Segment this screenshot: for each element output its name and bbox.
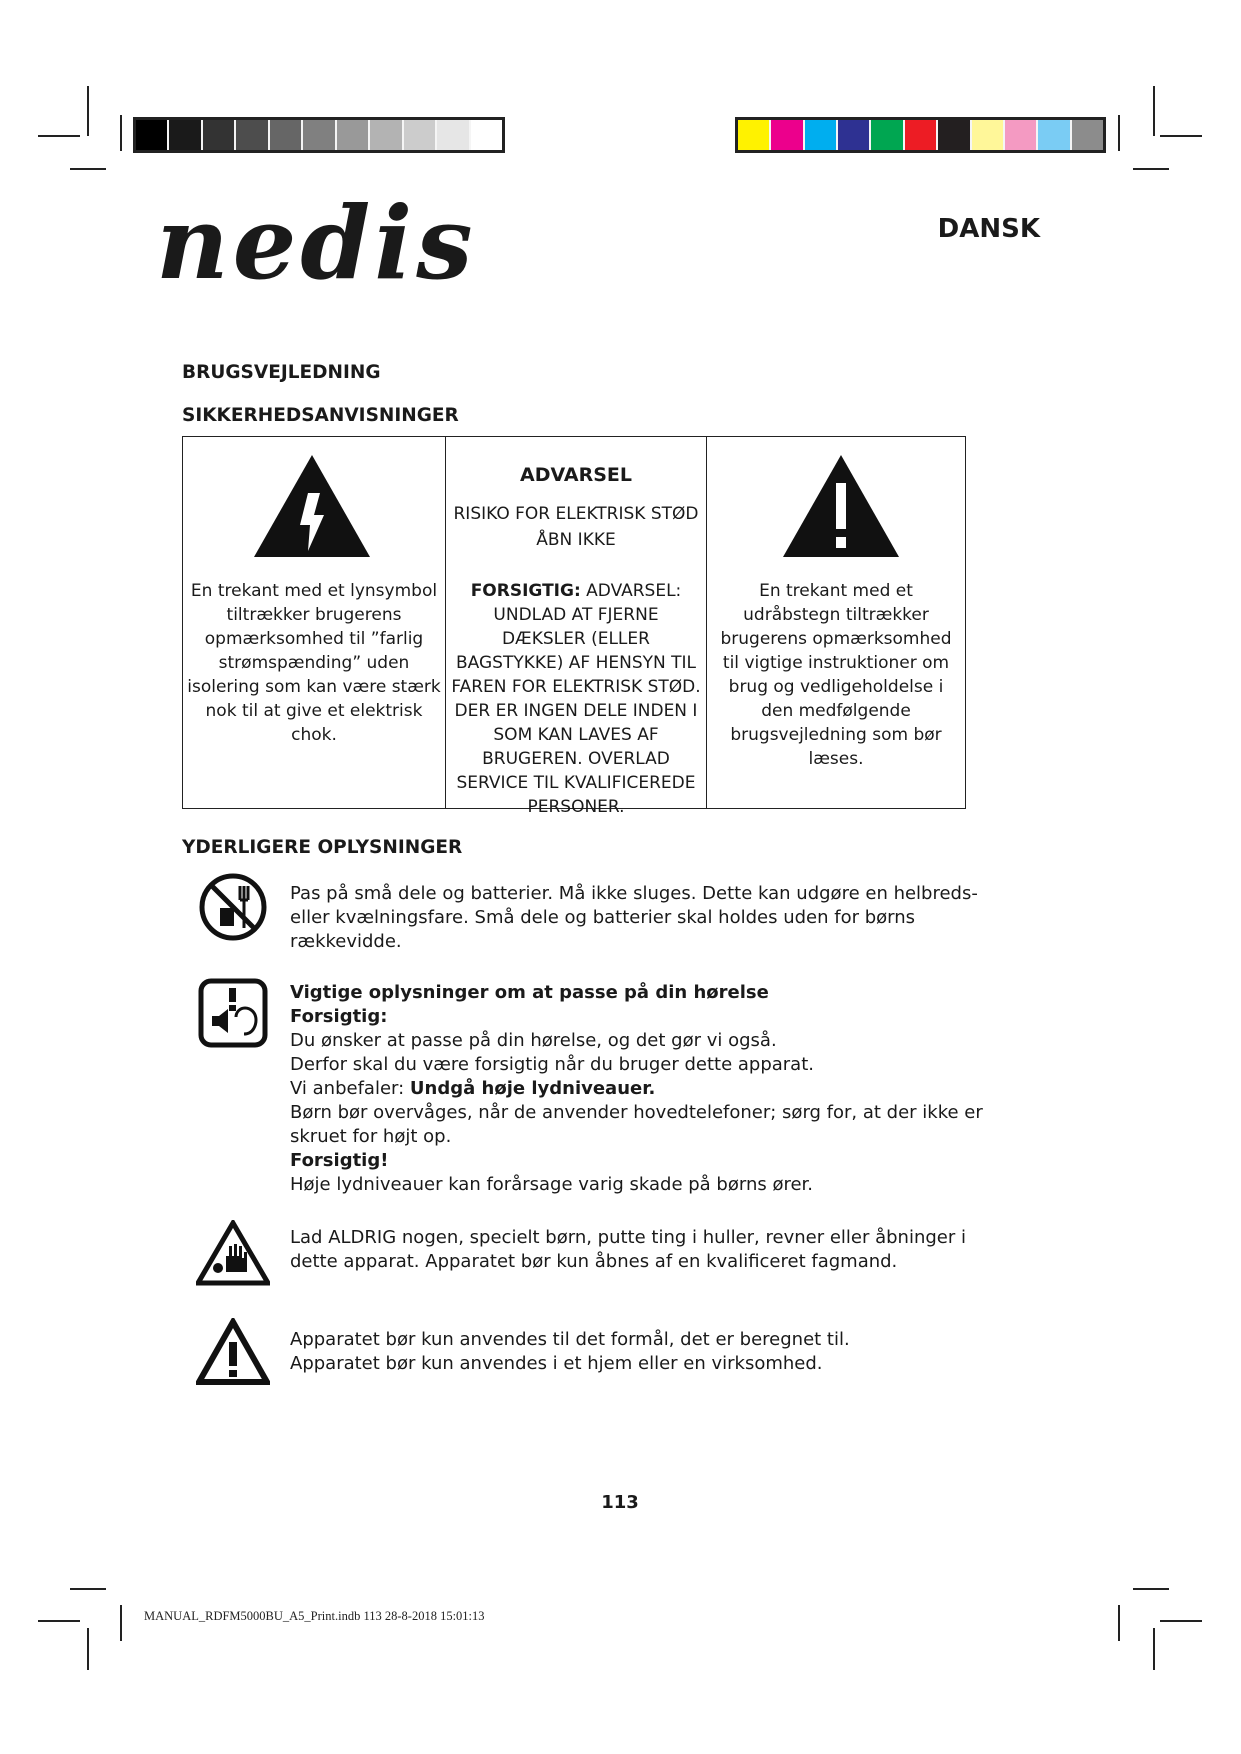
hearing-line-4: Børn bør overvåges, når de anvender hovedtelefoner; sørg for, at der ikke er skruet for højt op.	[290, 1102, 983, 1147]
nedis-logo	[156, 196, 486, 306]
process-color-swatch	[1005, 120, 1038, 150]
openings-text: Lad ALDRIG nogen, specielt børn, putte ting i huller, revner eller åbninger i dette apparat. Apparatet bør kun åbnes af en kvalificeret fagmand.	[290, 1227, 966, 1272]
caution-body: ADVARSEL: UNDLAD AT FJERNE DÆKSLER (ELLER BAGSTYKKE) AF HENSYN TIL FAREN FOR ELEKTRISK STØD. DER ER INGEN DELE INDEN I SOM KAN LAVES AF BRUGEREN. OVERLAD SERVICE TIL KVALIFICEREDE PERSONER.	[451, 581, 701, 817]
grayscale-swatch	[404, 120, 437, 150]
safety-heading: SIKKERHEDSANVISNINGER	[182, 405, 459, 426]
exclamation-cell	[706, 437, 965, 808]
advarsel-title: ADVARSEL	[520, 464, 632, 486]
advarsel-subtitle: RISIKO FOR ELEKTRISK STØD ÅBN IKKE	[453, 504, 699, 550]
hearing-line-3-prefix: Vi anbefaler:	[290, 1078, 410, 1099]
process-color-swatch	[771, 120, 804, 150]
process-color-swatch	[972, 120, 1005, 150]
grayscale-swatch	[236, 120, 269, 150]
caution-text	[450, 579, 702, 819]
grayscale-swatch	[370, 120, 403, 150]
process-color-bar	[735, 117, 1106, 153]
hearing-caution-2: Forsigtig!	[290, 1150, 389, 1171]
warning-table	[182, 436, 966, 817]
grayscale-swatch	[270, 120, 303, 150]
hearing-title: Vigtige oplysninger om at passe på din hørelse	[290, 982, 769, 1003]
intended-use-line-2: Apparatet bør kun anvendes i et hjem eller en virksomhed.	[290, 1353, 823, 1374]
grayscale-swatch	[471, 120, 502, 150]
intended-use-block	[290, 1328, 990, 1376]
lightning-triangle-icon	[252, 453, 372, 559]
process-color-swatch	[738, 120, 771, 150]
page-number: 113	[601, 1492, 639, 1513]
grayscale-swatch	[303, 120, 336, 150]
hearing-line-2: Derfor skal du være forsigtig når du bruger dette apparat.	[290, 1054, 814, 1075]
hearing-line-1: Du ønsker at passe på din hørelse, og det gør vi også.	[290, 1030, 777, 1051]
hand-in-opening-warning-icon	[196, 1220, 270, 1286]
grayscale-swatch	[203, 120, 236, 150]
process-color-swatch	[938, 120, 971, 150]
lightning-description: En trekant med et lynsymbol tiltrækker brugerens opmærksomhed til ”farlig strømspænding” uden isolering som kan være stærk nok til at give et elektrisk chok.	[187, 581, 441, 745]
print-slug: MANUAL_RDFM5000BU_A5_Print.indb 113 28-8-2018 15:01:13	[144, 1609, 485, 1623]
grayscale-swatch	[437, 120, 470, 150]
exclamation-warning-icon	[196, 1318, 270, 1386]
more-info-heading: YDERLIGERE OPLYSNINGER	[182, 837, 463, 858]
process-color-swatch	[838, 120, 871, 150]
no-food-drink-icon	[198, 872, 268, 942]
exclamation-description: En trekant med et udråbstegn tiltrækker brugerens opmærksomhed til vigtige instruktioner om brug og vedligeholdelse i den medfølgende brugsvejledning som bør læses.	[720, 581, 952, 769]
svg-text:nedis: nedis	[156, 196, 477, 302]
grayscale-swatch	[169, 120, 202, 150]
hearing-warning-icon	[198, 978, 268, 1048]
process-color-swatch	[871, 120, 904, 150]
language-label: DANSK	[937, 214, 1040, 244]
advarsel-cell	[445, 437, 706, 817]
process-color-swatch	[1072, 120, 1103, 150]
hearing-line-5: Høje lydniveauer kan forårsage varig skade på børns ører.	[290, 1174, 814, 1195]
hearing-line-3-bold: Undgå høje lydniveauer.	[409, 1078, 656, 1099]
small-parts-text: Pas på små dele og batterier. Må ikke sluges. Dette kan udgøre en helbreds- eller kvælningsfare. Små dele og batterier skal holdes uden for børns rækkevidde.	[290, 883, 978, 952]
intended-use-line-1: Apparatet bør kun anvendes til det formål, det er beregnet til.	[290, 1329, 850, 1350]
process-color-swatch	[905, 120, 938, 150]
hearing-caution-1: Forsigtig:	[290, 1006, 388, 1027]
caution-label: FORSIGTIG:	[470, 581, 581, 601]
usage-heading: BRUGSVEJLEDNING	[182, 362, 381, 383]
process-color-swatch	[1038, 120, 1071, 150]
lightning-cell	[183, 437, 445, 808]
hearing-block	[290, 981, 990, 1197]
grayscale-swatch	[136, 120, 169, 150]
exclamation-triangle-icon	[781, 453, 901, 559]
grayscale-color-bar	[133, 117, 505, 153]
process-color-swatch	[805, 120, 838, 150]
grayscale-swatch	[337, 120, 370, 150]
